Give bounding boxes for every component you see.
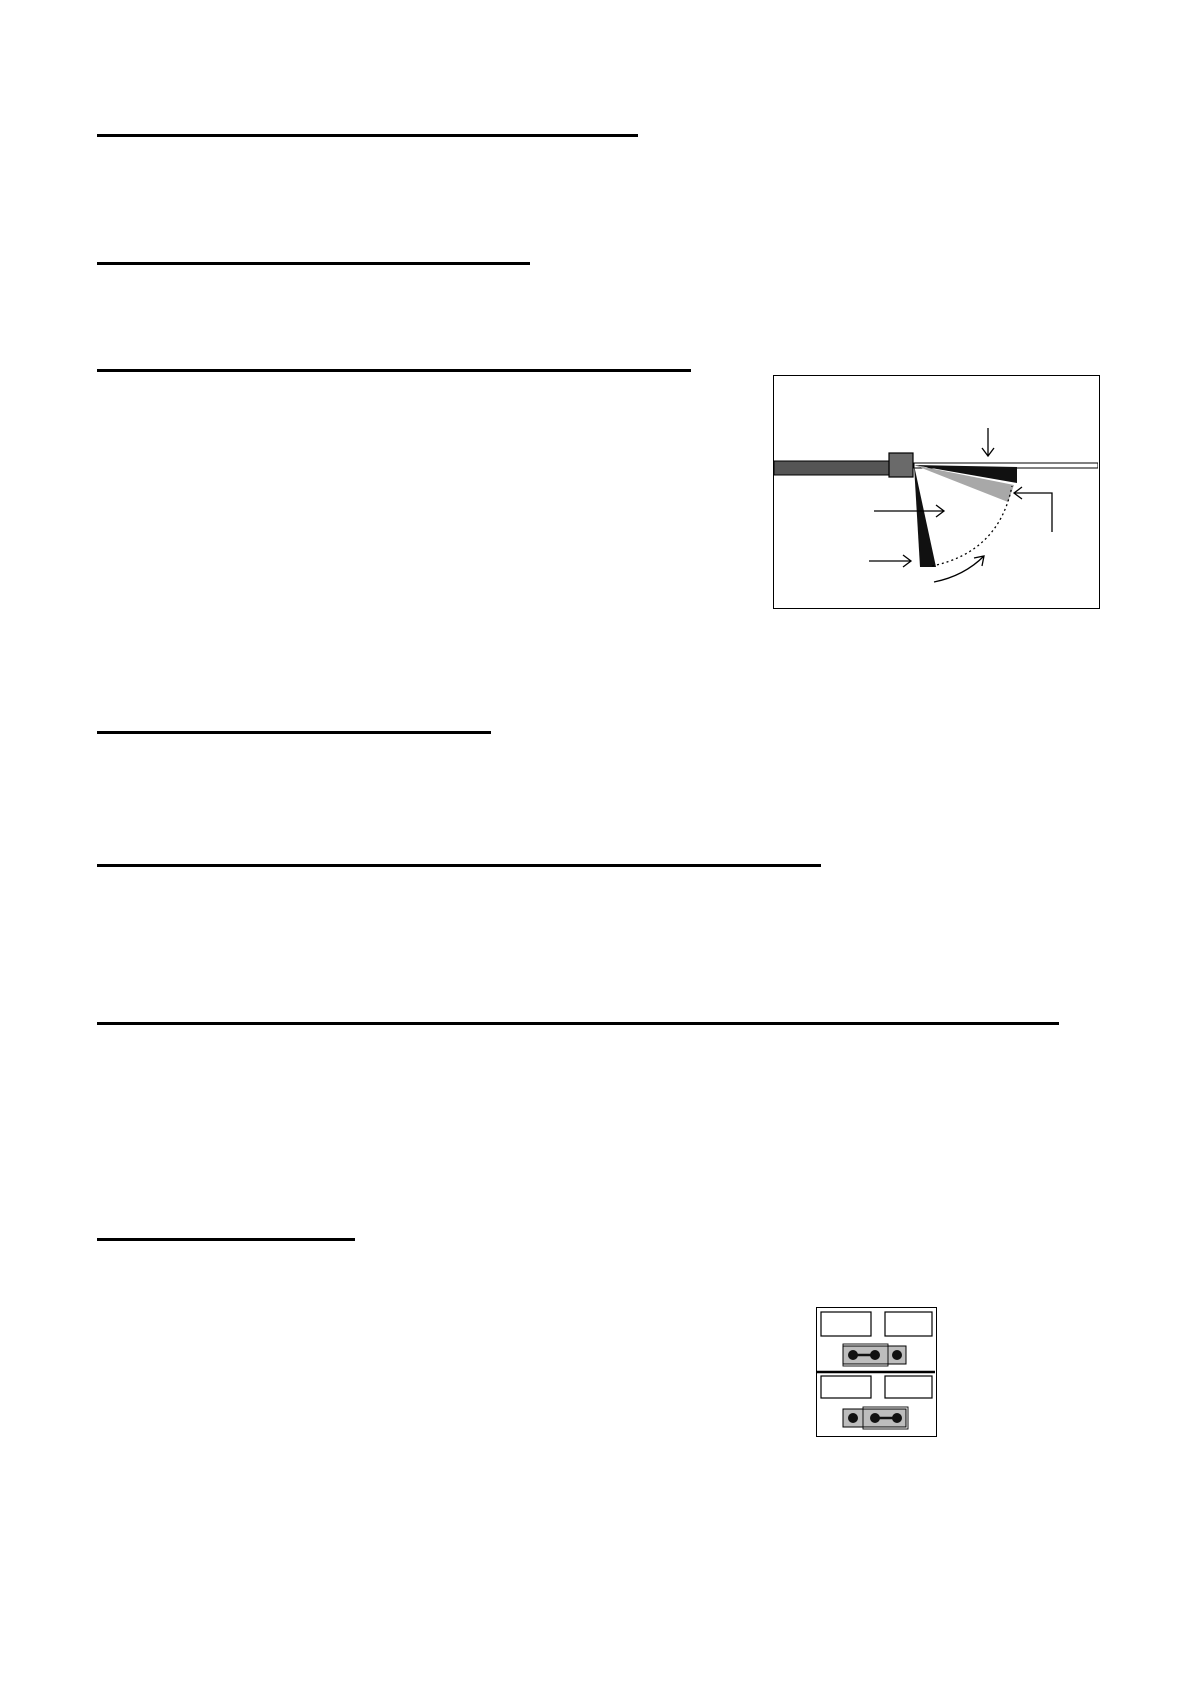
section-rule-7 [97, 1238, 355, 1241]
jumper-diagram [816, 1307, 937, 1437]
rotation-arrow [934, 556, 984, 582]
jumper-diagram-drawing [817, 1308, 935, 1435]
gate-diagram-drawing [774, 376, 1098, 607]
jumper-bottom-pin-1 [848, 1413, 858, 1423]
section-rule-6 [97, 1022, 1059, 1025]
barrier-arm-left [774, 461, 889, 475]
section-rule-4 [97, 731, 491, 734]
section-rule-1 [97, 134, 638, 137]
jumper-top-pin-3 [892, 1350, 902, 1360]
hinge-post [889, 453, 913, 477]
sector-open-dark [914, 465, 936, 567]
gate-diagram [773, 375, 1100, 609]
section-rule-3 [97, 369, 691, 372]
jumper-bottom-label-box-right [885, 1376, 932, 1398]
jumper-top-label-box-left [821, 1312, 871, 1336]
jumper-bottom-label-box-left [821, 1376, 871, 1398]
pointer-arrow-right [1014, 493, 1052, 532]
section-rule-2 [97, 262, 530, 265]
jumper-top-label-box-right [885, 1312, 932, 1336]
section-rule-5 [97, 864, 821, 867]
